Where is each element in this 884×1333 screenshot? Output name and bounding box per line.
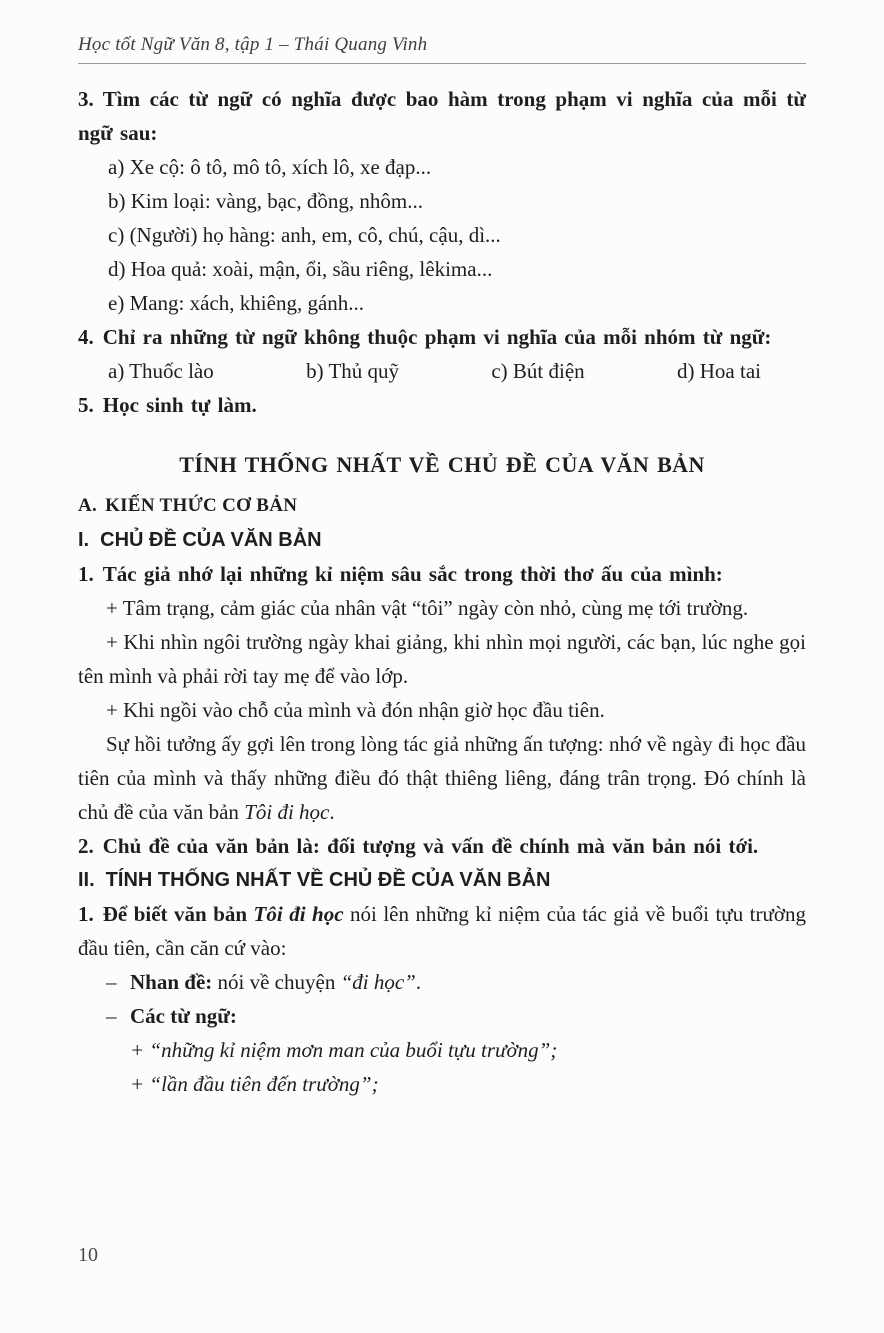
running-title: Học tốt Ngữ Văn 8, tập 1 – Thái Quang Vinh: [78, 34, 428, 55]
exercise-5-heading: [78, 388, 806, 422]
exercise-5-number: 5.: [78, 393, 94, 417]
section-a-title: KIẾN THỨC CƠ BẢN: [105, 495, 298, 516]
quoted-phrase: + “những kỉ niệm mơn man của buổi tựu trường”;: [130, 1038, 558, 1062]
point-ii-1-rest: nói lên những kỉ niệm của tác giả về buổi tựu trường đầu tiên, cần căn cứ vào:: [78, 902, 806, 960]
lesson-title: TÍNH THỐNG NHẤT VỀ CHỦ ĐỀ CỦA VĂN BẢN: [179, 452, 705, 477]
option-d: d) Hoa tai: [677, 359, 761, 383]
exercise-3-number: 3.: [78, 87, 94, 111]
cac-tu-ngu-item: [78, 999, 806, 1033]
work-title-italic: Tôi đi học: [244, 800, 330, 824]
dash-bullet: –: [106, 1004, 117, 1028]
point-2-title: Chủ đề của văn bản là: đối tượng và vấn đề chính mà văn bản nói tới.: [102, 834, 759, 858]
point-2-number: 2.: [78, 834, 94, 858]
plus-point: + Khi ngồi vào chỗ của mình và đón nhận giờ học đầu tiên.: [106, 698, 605, 722]
cac-tu-ngu-label: Các từ ngữ:: [130, 1004, 237, 1028]
nhan-de-item: [78, 965, 806, 999]
exercise-4-options: [78, 354, 806, 388]
summary-paragraph: [78, 727, 806, 829]
quoted-phrase: + “lần đầu tiên đến trường”;: [130, 1072, 379, 1096]
exercise-3-title: Tìm các từ ngữ có nghĩa được bao hàm trong phạm vi nghĩa của mỗi từ ngữ sau:: [78, 87, 806, 145]
point-2-heading: [78, 829, 806, 863]
point-ii-1-number: 1.: [78, 902, 94, 926]
exercise-4-title: Chỉ ra những từ ngữ không thuộc phạm vi nghĩa của mỗi nhóm từ ngữ:: [102, 325, 772, 349]
nhan-de-label: Nhan đề:: [130, 970, 213, 994]
part-ii-number: II.: [78, 869, 95, 891]
point-ii-1-bold: Để biết văn bản: [102, 902, 254, 926]
exercise-3-heading: [78, 82, 806, 150]
point-ii-1: [78, 897, 806, 965]
page-header: [0, 0, 884, 64]
section-a-number: A.: [78, 495, 98, 516]
exercise-4-heading: [78, 320, 806, 354]
point-1-number: 1.: [78, 562, 94, 586]
part-i-number: I.: [78, 529, 90, 551]
part-i-title: CHỦ ĐỀ CỦA VĂN BẢN: [100, 529, 322, 551]
summary-period: .: [329, 800, 335, 824]
list-item: e) Mang: xách, khiêng, gánh...: [108, 291, 365, 315]
point-1-heading: [78, 557, 806, 591]
section-a-heading: [78, 489, 806, 523]
dash-bullet: –: [106, 970, 117, 994]
work-title-bold-italic: Tôi đi học: [253, 902, 344, 926]
di-hoc-italic: “đi học”: [340, 970, 416, 994]
page-number: 10: [78, 1244, 98, 1266]
page-content: [0, 64, 884, 1101]
point-1-title: Tác giả nhớ lại những kỉ niệm sâu sắc trong thời thơ ấu của mình:: [102, 562, 723, 586]
part-i-heading: [78, 523, 806, 557]
list-item: c) (Người) họ hàng: anh, em, cô, chú, cậu, dì...: [108, 223, 501, 247]
nhan-de-text: nói về chuyện: [212, 970, 341, 994]
plus-point: + Tâm trạng, cảm giác của nhân vật “tôi” ngày còn nhỏ, cùng mẹ tới trường.: [106, 596, 749, 620]
option-b: b) Thủ quỹ: [306, 359, 400, 383]
exercise-4-number: 4.: [78, 325, 94, 349]
plus-point: + Khi nhìn ngôi trường ngày khai giảng, khi nhìn mọi người, các bạn, lúc nghe gọi tên mình và phải rời tay mẹ để vào lớp.: [78, 630, 806, 688]
list-item: b) Kim loại: vàng, bạc, đồng, nhôm...: [108, 189, 423, 213]
header-rule: [78, 34, 806, 64]
option-c: c) Bút điện: [491, 359, 585, 383]
list-item: a) Xe cộ: ô tô, mô tô, xích lô, xe đạp...: [108, 155, 432, 179]
part-ii-title: TÍNH THỐNG NHẤT VỀ CHỦ ĐỀ CỦA VĂN BẢN: [105, 869, 551, 891]
exercise-5-title: Học sinh tự làm.: [102, 393, 257, 417]
summary-text: Sự hồi tưởng ấy gợi lên trong lòng tác giả những ấn tượng: nhớ về ngày đi học đầu tiên của mình và thấy những điều đó thật thiêng liêng, đáng trân trọng. Đó chính là chủ đề của văn bản: [78, 732, 806, 824]
list-item: d) Hoa quả: xoài, mận, ổi, sầu riêng, lêkima...: [108, 257, 493, 281]
option-a: a) Thuốc lào: [108, 359, 214, 383]
nhan-de-period: .: [415, 970, 422, 994]
part-ii-heading: [78, 863, 806, 897]
